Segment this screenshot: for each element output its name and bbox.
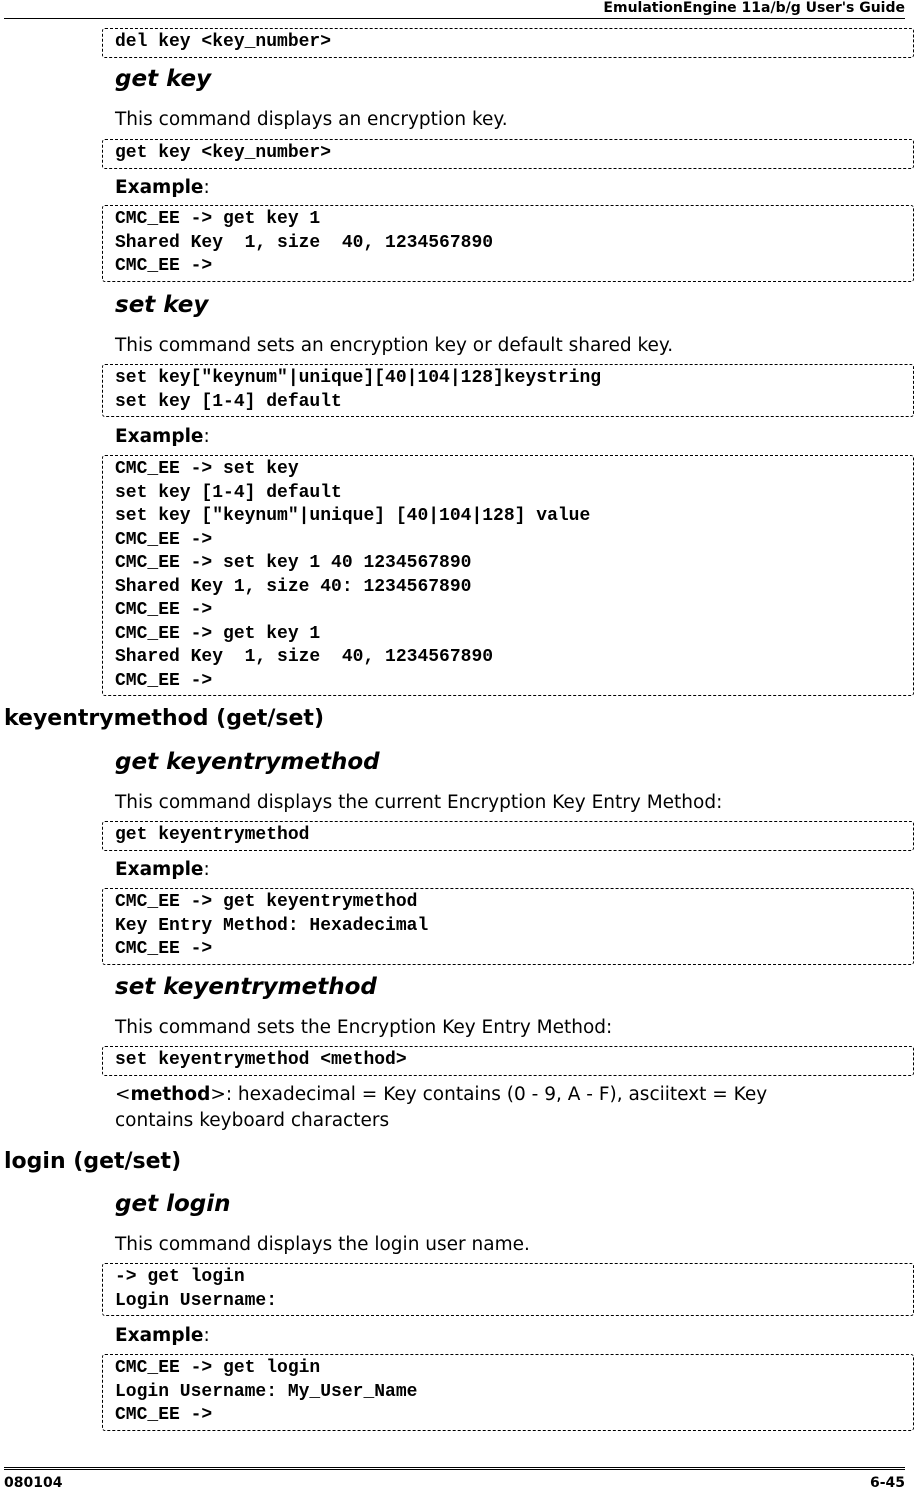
set-key-description: This command sets an encryption key or default shared key. <box>115 335 674 356</box>
example-label: Example: <box>115 859 210 880</box>
code-line: CMC_EE -> set key 1 40 1234567890 <box>115 553 472 573</box>
code-line: del key <key_number> <box>115 32 332 52</box>
method-parameter-description: <method>: hexadecimal = Key contains (0 - 9, A - F), asciitext = Key contains keyboard characters <box>115 1084 768 1131</box>
code-line: Login Username: My_User_Name <box>115 1381 418 1402</box>
code-block-get-key-example <box>102 205 914 282</box>
heading-get-key: get key <box>115 66 212 92</box>
code-block-set-keyentrymethod-syntax <box>102 1046 914 1076</box>
code-line: CMC_EE -> <box>115 1405 213 1425</box>
method-parameter-name: method <box>130 1084 211 1105</box>
example-label: Example: <box>115 177 210 198</box>
set-keyentrymethod-description: This command sets the Encryption Key Entry Method: <box>115 1017 613 1038</box>
code-block-get-keyentrymethod-syntax <box>102 821 914 851</box>
heading-get-keyentrymethod: get keyentrymethod <box>115 749 380 775</box>
example-label: Example: <box>115 1325 210 1346</box>
code-line: CMC_EE -> <box>115 529 213 550</box>
document-date: 080104 <box>4 1475 63 1491</box>
page-header <box>4 0 905 19</box>
code-line: get keyentrymethod <box>115 825 310 845</box>
code-line: CMC_EE -> <box>115 939 213 959</box>
code-line: CMC_EE -> get key 1 <box>115 209 321 229</box>
code-line: set key ["keynum"|unique] [40|104|128] value <box>115 506 591 526</box>
code-block-get-login-example <box>102 1354 914 1431</box>
get-login-description: This command displays the login user name. <box>115 1234 530 1255</box>
code-line: CMC_EE -> get key 1 <box>115 623 321 644</box>
code-line: CMC_EE -> <box>115 600 213 620</box>
code-block-del-key <box>102 28 914 58</box>
code-line: set key [1-4] default <box>115 482 342 503</box>
code-line: CMC_EE -> set key <box>115 459 299 479</box>
code-line: Shared Key 1, size 40: 1234567890 <box>115 576 472 597</box>
heading-set-key: set key <box>115 292 209 318</box>
code-line: set key [1-4] default <box>115 391 342 412</box>
code-line: Shared Key 1, size 40, 1234567890 <box>115 647 494 667</box>
code-line: CMC_EE -> <box>115 256 213 276</box>
heading-keyentrymethod: keyentrymethod (get/set) <box>4 706 324 731</box>
code-line: Shared Key 1, size 40, 1234567890 <box>115 232 494 253</box>
heading-login: login (get/set) <box>4 1149 182 1174</box>
code-line: Login Username: <box>115 1290 278 1311</box>
code-line: -> get login <box>115 1267 245 1287</box>
code-block-set-key-syntax <box>102 364 914 417</box>
code-line: CMC_EE -> get login <box>115 1358 321 1378</box>
code-line: get key <key_number> <box>115 143 332 163</box>
page-footer <box>4 1467 905 1491</box>
get-keyentrymethod-description: This command displays the current Encryption Key Entry Method: <box>115 792 723 813</box>
heading-get-login: get login <box>115 1191 231 1217</box>
code-line: Key Entry Method: Hexadecimal <box>115 915 429 936</box>
code-block-get-login-syntax <box>102 1263 914 1316</box>
code-line: set keyentrymethod <method> <box>115 1050 407 1070</box>
code-line: CMC_EE -> <box>115 670 213 691</box>
page-number: 6-45 <box>869 1475 905 1491</box>
example-label: Example: <box>115 426 210 447</box>
code-line: set key["keynum"|unique][40|104|128]keystring <box>115 368 602 388</box>
code-line: CMC_EE -> get keyentrymethod <box>115 892 418 912</box>
heading-set-keyentrymethod: set keyentrymethod <box>115 974 377 1000</box>
code-block-get-keyentrymethod-example <box>102 888 914 965</box>
document-title: EmulationEngine 11a/b/g User's Guide <box>603 0 905 16</box>
code-block-get-key-syntax <box>102 139 914 169</box>
code-block-set-key-example <box>102 455 914 696</box>
get-key-description: This command displays an encryption key. <box>115 109 508 130</box>
